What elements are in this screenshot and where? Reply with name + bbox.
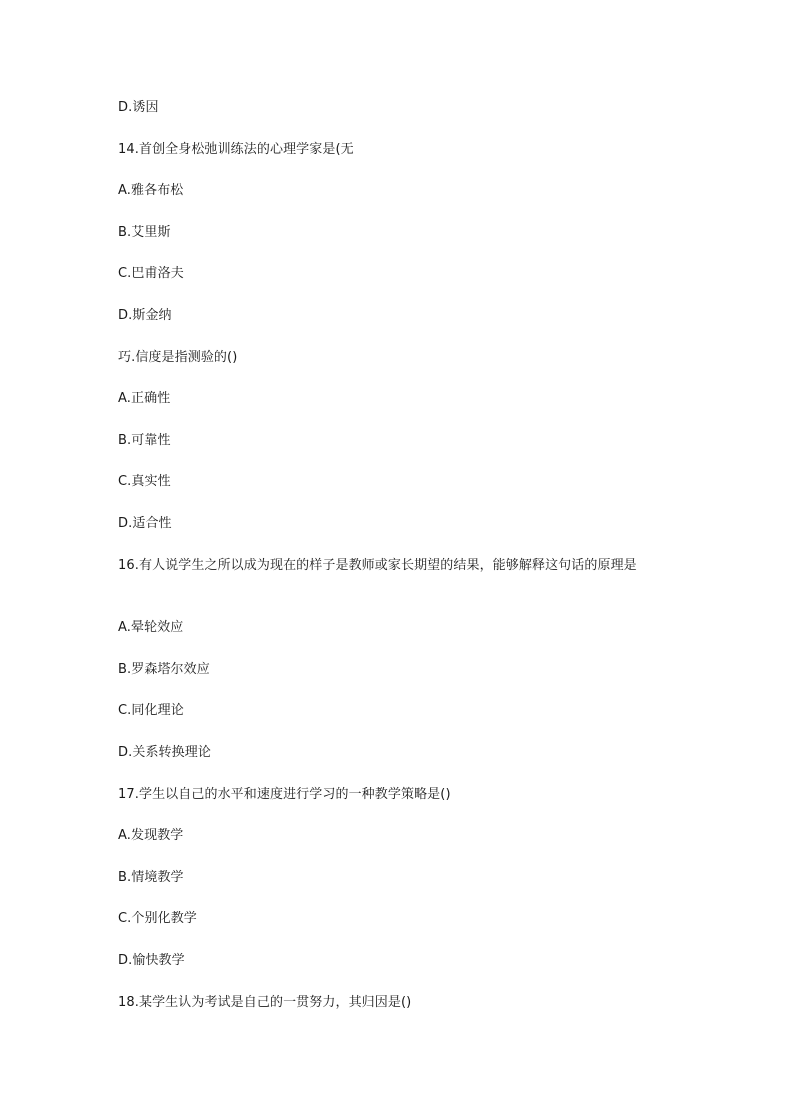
option-d-q16: D.关系转换理论 bbox=[118, 745, 211, 760]
option-a-q16: A.晕轮效应 bbox=[118, 620, 184, 635]
option-a-q17: A.发现教学 bbox=[118, 828, 184, 843]
option-c-q16: C.同化理论 bbox=[118, 703, 184, 718]
option-c-q15: C.真实性 bbox=[118, 474, 171, 489]
question-18: 18.某学生认为考试是自己的一贯努力，其归因是() bbox=[118, 995, 412, 1010]
question-14: 14.首创全身松弛训练法的心理学家是(无 bbox=[118, 142, 354, 157]
option-d-q14: D.斯金纳 bbox=[118, 308, 172, 323]
option-c-q17: C.个别化教学 bbox=[118, 911, 197, 926]
option-c-q14: C.巴甫洛夫 bbox=[118, 266, 184, 281]
question-17: 17.学生以自己的水平和速度进行学习的一种教学策略是() bbox=[118, 787, 451, 802]
option-d-q17: D.愉快教学 bbox=[118, 953, 185, 968]
option-b-q15: B.可靠性 bbox=[118, 433, 171, 448]
option-a-q14: A.雅各布松 bbox=[118, 183, 184, 198]
question-15: 巧.信度是指测验的() bbox=[118, 350, 238, 365]
option-a-q15: A.正确性 bbox=[118, 391, 171, 406]
option-b-q16: B.罗森塔尔效应 bbox=[118, 662, 210, 677]
option-b-q17: B.情境教学 bbox=[118, 870, 184, 885]
question-16: 16.有人说学生之所以成为现在的样子是教师或家长期望的结果，能够解释这句话的原理是 bbox=[118, 558, 637, 573]
option-d-q15: D.适合性 bbox=[118, 516, 172, 531]
option-b-q14: B.艾里斯 bbox=[118, 225, 171, 240]
option-d-q13: D.诱因 bbox=[118, 100, 159, 115]
